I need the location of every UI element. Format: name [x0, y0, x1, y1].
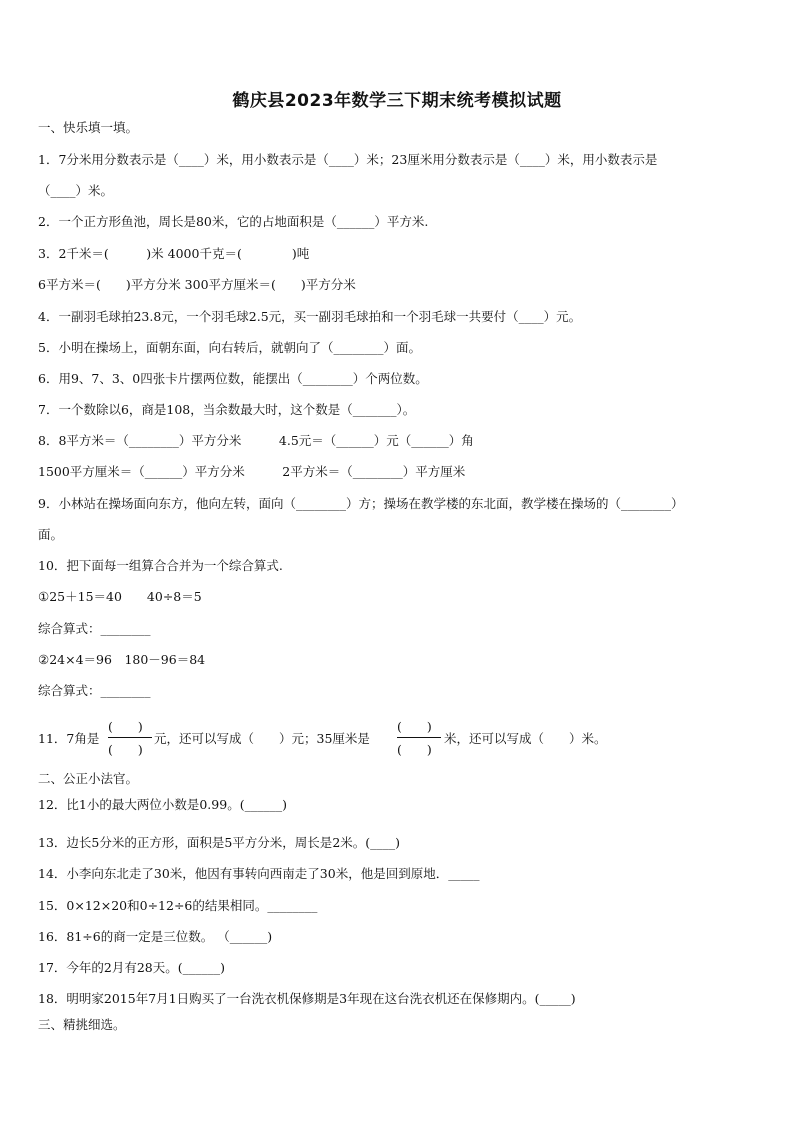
question-16: 16．81÷6的商一定是三位数。 （______)	[38, 929, 273, 944]
question-1-line-1: 1．7分米用分数表示是（____）米，用小数表示是（____）米；23厘米用分数表示是（____）米，用小数表示是	[38, 152, 658, 167]
question-5: 5．小明在操场上，面朝东面，向右转后，就朝向了（________）面。	[38, 340, 421, 355]
question-12: 12．比1小的最大两位小数是0.99。(______)	[38, 797, 287, 812]
question-10-group-1: ①25＋15＝40 40÷8＝5	[38, 589, 202, 604]
question-4: 4．一副羽毛球拍23.8元，一个羽毛球2.5元，买一副羽毛球拍和一个羽毛球一共要付（____）元。	[38, 309, 582, 324]
fraction-1-numerator: ( )	[108, 719, 143, 734]
question-11-part-3: 米，还可以写成（ ）米。	[444, 731, 607, 746]
question-10-answer-2: 综合算式：________	[38, 683, 151, 698]
fraction-1-bar	[108, 737, 152, 738]
question-9-line-1: 9．小林站在操场面向东方，他向左转，面向（________）方；操场在教学楼的东北面，教学楼在操场的（________）	[38, 496, 684, 511]
question-17: 17．今年的2月有28天。(______)	[38, 960, 226, 975]
question-6: 6．用9、7、3、0四张卡片摆两位数，能摆出（________）个两位数。	[38, 371, 428, 386]
question-1-line-2: （____）米。	[38, 183, 114, 198]
question-13: 13．边长5分米的正方形，面积是5平方分米，周长是2米。(____)	[38, 835, 401, 850]
question-3-line-1: 3．2千米＝( )米 4000千克＝( )吨	[38, 246, 310, 261]
question-9-line-2: 面。	[38, 527, 64, 542]
question-11-part-1: 11．7角是	[38, 731, 100, 746]
fraction-1	[108, 717, 152, 761]
question-10-answer-1: 综合算式：________	[38, 621, 151, 636]
fraction-2-denominator: ( )	[397, 742, 432, 757]
page-title: 鹤庆县2023年数学三下期末统考模拟试题	[232, 91, 562, 111]
question-14: 14．小李向东北走了30米，他因有事转向西南走了30米，他是回到原地．_____	[38, 866, 480, 881]
question-15: 15．0×12×20和0÷12÷6的结果相同。________	[38, 898, 318, 913]
section-1-heading: 一、快乐填一填。	[38, 120, 139, 135]
section-2-heading: 二、公正小法官。	[38, 771, 139, 786]
question-8-line-2: 1500平方厘米＝（______）平方分米 2平方米＝（________）平方厘米	[38, 464, 466, 479]
fraction-2-bar	[397, 737, 441, 738]
question-7: 7．一个数除以6，商是108，当余数最大时，这个数是（_______）。	[38, 402, 416, 417]
question-10: 10．把下面每一组算合合并为一个综合算式.	[38, 558, 283, 573]
section-3-heading: 三、精挑细选。	[38, 1017, 126, 1032]
question-3-line-2: 6平方米＝( )平方分米 300平方厘米＝( )平方分米	[38, 277, 356, 292]
question-10-group-2: ②24×4＝96 180－96＝84	[38, 652, 206, 667]
question-18: 18．明明家2015年7月1日购买了一台洗衣机保修期是3年现在这台洗衣机还在保修期内。(_____)	[38, 991, 576, 1006]
question-11-part-2: 元，还可以写成（ ）元；35厘米是	[154, 731, 370, 746]
fraction-2-numerator: ( )	[397, 719, 432, 734]
question-2: 2．一个正方形鱼池，周长是80米，它的占地面积是（______）平方米.	[38, 214, 429, 229]
fraction-1-denominator: ( )	[108, 742, 143, 757]
fraction-2	[397, 717, 441, 761]
question-8-line-1: 8．8平方米＝（________）平方分米 4.5元＝（______）元（______）角	[38, 433, 474, 448]
